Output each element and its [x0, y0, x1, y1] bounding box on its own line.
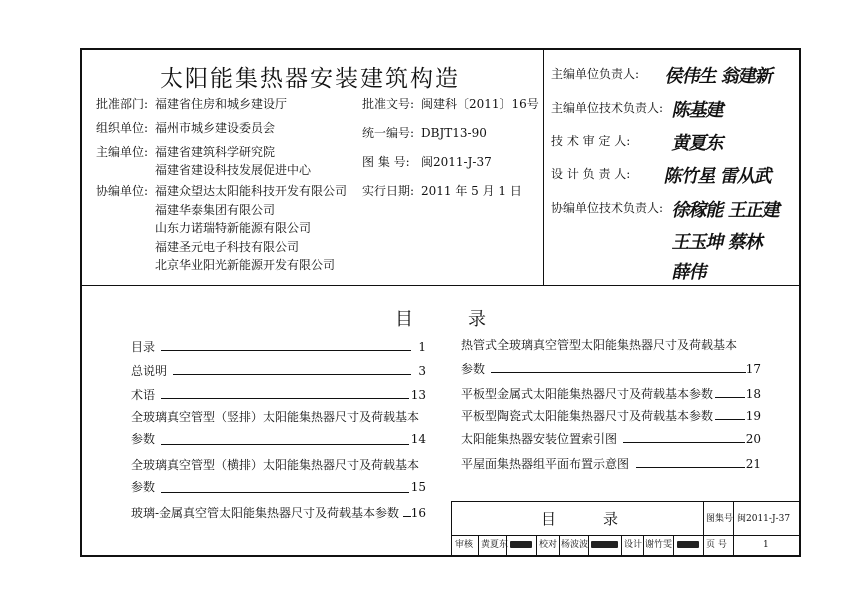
row2-div-3 — [536, 535, 537, 556]
toc-entry-text-cont: 参数 — [131, 432, 156, 446]
page-label: 页 号 — [706, 540, 727, 550]
signature-tech-reviewer: 黄夏东 — [670, 133, 726, 154]
toc-leader — [715, 419, 745, 420]
designer-name: 谢竹雯 — [645, 540, 673, 550]
toc-entry-text: 平屋面集热器组平面布置示意图 — [461, 457, 630, 471]
signature-coeditor-tech: 徐稼能 王正建 — [670, 200, 783, 221]
toc-entry-text-cont: 参数 — [461, 362, 486, 376]
meta-value-approval-no: 闽建科〔2011〕16号 — [421, 97, 539, 111]
info-label-editor: 主编单位: — [96, 145, 149, 159]
info-value-organizer: 福州市城乡建设委员会 — [155, 121, 276, 135]
toc-entry-text: 全玻璃真空管型（横排）太阳能集热器尺寸及荷载基本 — [131, 458, 420, 472]
meta-label-effective-date: 实行日期: — [362, 184, 415, 198]
title-block-mid — [451, 535, 800, 536]
info-value-editor-2: 福建省建设科技发展促进中心 — [155, 163, 312, 177]
signature-design-lead: 陈竹星 雷从武 — [662, 166, 775, 187]
toc-entry-2[interactable] — [131, 364, 426, 378]
reviewer-name: 黄夏东 — [481, 540, 509, 550]
info-label-coeditor: 协编单位: — [96, 184, 149, 198]
toc-leader — [161, 444, 409, 445]
info-value-editor: 福建省建筑科学研究院 — [155, 145, 276, 159]
designer-signature — [677, 541, 699, 548]
resp-label-tech-reviewer: 技 术 审 定 人: — [551, 134, 631, 148]
toc-entry-text: 总说明 — [131, 364, 168, 378]
title-block — [451, 501, 800, 556]
toc-leader — [173, 374, 411, 375]
row2-div-8 — [673, 535, 674, 556]
toc-page-number: 17 — [745, 362, 761, 376]
toc-entry-11[interactable] — [461, 457, 761, 471]
toc-entry-text: 玻璃-金属真空管太阳能集热器尺寸及荷载基本参数 — [131, 506, 400, 520]
meta-label-unified-no: 统一编号: — [362, 126, 415, 140]
title-block-div-2 — [733, 501, 734, 556]
title-block-left — [451, 501, 452, 556]
toc-page-number: 14 — [410, 432, 426, 446]
toc-entry-6[interactable] — [131, 506, 426, 520]
toc-entry-3[interactable] — [131, 388, 426, 402]
signature-chief: 侯伟生 翁建新 — [663, 66, 776, 87]
toc-entry-text: 热管式全玻璃真空管型太阳能集热器尺寸及荷载基本 — [461, 338, 738, 352]
toc-entry-text: 术语 — [131, 388, 156, 402]
toc-entry-text: 太阳能集热器安装位置索引图 — [461, 432, 618, 446]
toc-page-number: 3 — [418, 364, 426, 378]
header-divider — [543, 49, 544, 285]
title-block-top — [451, 501, 800, 502]
info-value-approver: 福建省住房和城乡建设厅 — [155, 97, 288, 111]
resp-label-chief: 主编单位负责人: — [551, 67, 640, 81]
info-label-organizer: 组织单位: — [96, 121, 149, 135]
atlas-no-value: 闽2011-J-37 — [737, 514, 791, 524]
title-block-name-right: 录 — [603, 510, 619, 528]
reviewer-signature — [510, 541, 532, 548]
toc-entry-4[interactable] — [131, 410, 426, 448]
toc-page-number: 20 — [745, 432, 761, 446]
signature-chief-tech: 陈基建 — [670, 100, 726, 121]
toc-leader — [715, 397, 745, 398]
page-title: 太阳能集热器安装建筑构造 — [160, 66, 460, 92]
toc-page-number: 16 — [410, 506, 426, 520]
check-label: 校对 — [539, 540, 558, 550]
row2-div-5 — [588, 535, 589, 556]
toc-page-number: 21 — [745, 457, 761, 471]
toc-heading-left: 目 — [395, 309, 413, 330]
toc-entry-8[interactable] — [461, 387, 761, 401]
toc-entry-5[interactable] — [131, 458, 426, 496]
title-block-name-left: 目 — [541, 510, 557, 528]
toc-entry-text-cont: 参数 — [131, 480, 156, 494]
toc-leader — [636, 467, 745, 468]
toc-entry-7[interactable] — [461, 338, 761, 376]
toc-page-number: 18 — [745, 387, 761, 401]
toc-page-number: 13 — [410, 388, 426, 402]
row2-div-1 — [478, 535, 479, 556]
toc-entry-text: 目录 — [131, 340, 156, 354]
checker-signature — [591, 541, 618, 548]
toc-page-number: 19 — [745, 409, 761, 423]
toc-leader — [491, 372, 746, 373]
meta-label-atlas-no: 图 集 号: — [362, 155, 410, 169]
atlas-no-label: 图集号 — [706, 514, 734, 524]
header-bottom-rule — [81, 285, 800, 286]
row2-div-4 — [559, 535, 560, 556]
review-label: 审核 — [455, 540, 474, 550]
meta-value-atlas-no: 闽2011-J-37 — [421, 155, 492, 169]
toc-entry-text: 平板型陶瓷式太阳能集热器尺寸及荷载基本参数 — [461, 409, 714, 423]
signature-coeditor-tech-3: 薛伟 — [670, 262, 709, 283]
info-label-approver: 批准部门: — [96, 97, 149, 111]
meta-label-approval-no: 批准文号: — [362, 97, 415, 111]
resp-label-coeditor-tech: 协编单位技术负责人: — [551, 201, 664, 215]
toc-entry-10[interactable] — [461, 432, 761, 446]
toc-heading-right: 录 — [468, 309, 486, 330]
design-label: 设计 — [624, 540, 643, 550]
meta-value-unified-no: DBJT13-90 — [421, 126, 487, 140]
toc-page-number: 15 — [410, 480, 426, 494]
info-value-coeditor-3: 山东力诺瑞特新能源有限公司 — [155, 221, 312, 235]
row2-div-7 — [643, 535, 644, 556]
signature-coeditor-tech-2: 王玉坤 蔡林 — [670, 232, 766, 253]
info-value-coeditor-5: 北京华业阳光新能源开发有限公司 — [155, 258, 336, 272]
resp-label-chief-tech: 主编单位技术负责人: — [551, 101, 664, 115]
row2-div-6 — [621, 535, 622, 556]
toc-entry-9[interactable] — [461, 409, 761, 423]
info-value-coeditor-2: 福建华泰集团有限公司 — [155, 203, 276, 217]
toc-entry-1[interactable] — [131, 340, 426, 354]
title-block-div-1 — [703, 501, 704, 556]
toc-entry-text: 全玻璃真空管型（竖排）太阳能集热器尺寸及荷载基本 — [131, 410, 420, 424]
meta-value-effective-date: 2011 年 5 月 1 日 — [421, 184, 522, 198]
info-value-coeditor-4: 福建圣元电子科技有限公司 — [155, 240, 300, 254]
info-value-coeditor: 福建众望达太阳能科技开发有限公司 — [155, 184, 348, 198]
toc-entry-text: 平板型金属式太阳能集热器尺寸及荷载基本参数 — [461, 387, 714, 401]
toc-page-number: 1 — [418, 340, 426, 354]
page-number: 1 — [763, 540, 769, 550]
toc-leader — [623, 442, 745, 443]
resp-label-design-lead: 设 计 负 责 人: — [551, 167, 631, 181]
toc-leader — [161, 492, 409, 493]
toc-leader — [161, 350, 411, 351]
toc-leader — [161, 398, 409, 399]
checker-name: 杨波波 — [561, 540, 589, 550]
